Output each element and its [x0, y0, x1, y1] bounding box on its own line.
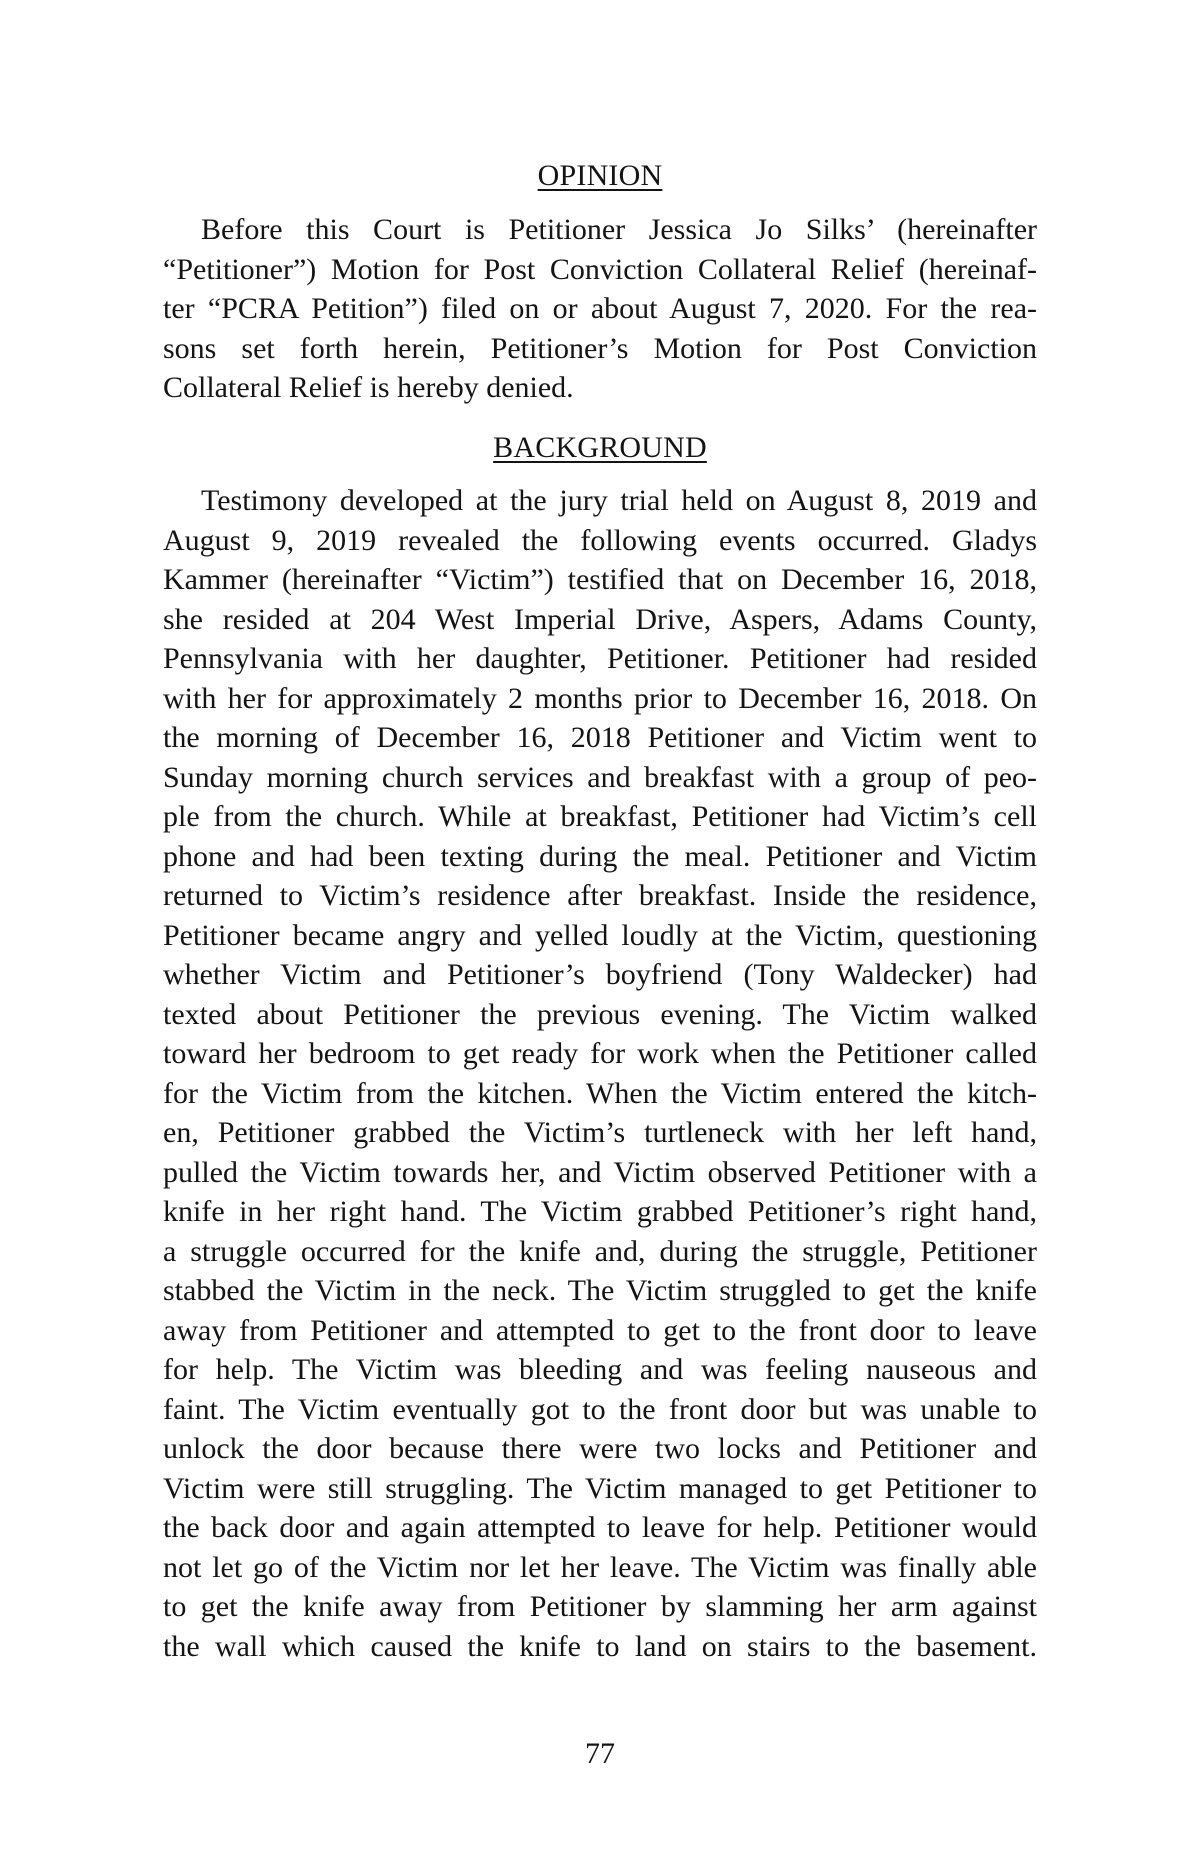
background-line: August 9, 2019 revealed the following events occurred. Gladys: [163, 523, 1037, 557]
background-line: for help. The Victim was bleeding and was feeling nauseous and: [163, 1353, 1037, 1386]
background-line: en, Petitioner grabbed the Victim’s turtleneck with her left hand,: [163, 1116, 1037, 1149]
background-line: texted about Petitioner the previous evening. The Victim walked: [163, 997, 1037, 1031]
background-line: pulled the Victim towards her, and Victim observed Petitioner with a: [163, 1155, 1037, 1189]
background-line: faint. The Victim eventually got to the front door but was unable to: [163, 1392, 1037, 1426]
background-line: toward her bedroom to get ready for work when the Petitioner called: [163, 1037, 1037, 1070]
background-line: Pennsylvania with her daughter, Petitioner. Petitioner had resided: [163, 642, 1037, 675]
background-line: knife in her right hand. The Victim grabbed Petitioner’s right hand,: [163, 1195, 1037, 1228]
opinion-line: sons set forth herein, Petitioner’s Motion for Post Conviction: [163, 331, 1037, 365]
background-line: unlock the door because there were two locks and Petitioner and: [163, 1432, 1037, 1465]
background-line: a struggle occurred for the knife and, during the struggle, Petitioner: [163, 1234, 1037, 1268]
background-line: the wall which caused the knife to land on stairs to the basement.: [163, 1629, 1037, 1663]
background-line: not let go of the Victim nor let her leave. The Victim was finally able: [163, 1550, 1037, 1584]
background-line: stabbed the Victim in the neck. The Victim struggled to get the knife: [163, 1274, 1037, 1307]
opinion-line: Collateral Relief is hereby denied.: [163, 371, 574, 404]
page-number: 77: [585, 1737, 615, 1770]
background-paragraph: [163, 481, 1037, 1666]
opinion-line: Before this Court is Petitioner Jessica Jo Silks’ (hereinafter: [201, 213, 1037, 246]
background-line: to get the knife away from Petitioner by slamming her arm against: [163, 1590, 1037, 1623]
background-line: she resided at 204 West Imperial Drive, Aspers, Adams County,: [163, 602, 1037, 636]
background-line: with her for approximately 2 months prior to December 16, 2018. On: [163, 681, 1037, 715]
background-line: the back door and again attempted to leave for help. Petitioner would: [163, 1511, 1037, 1544]
background-heading: BACKGROUND: [493, 431, 707, 464]
background-line: ple from the church. While at breakfast, Petitioner had Victim’s cell: [163, 800, 1037, 833]
background-line: returned to Victim’s residence after breakfast. Inside the residence,: [163, 879, 1037, 912]
opinion-heading: OPINION: [537, 159, 663, 192]
background-line: away from Petitioner and attempted to get to the front door to leave: [163, 1313, 1037, 1347]
background-line: Sunday morning church services and breakfast with a group of peo-: [163, 760, 1037, 794]
background-line: Petitioner became angry and yelled loudly at the Victim, questioning: [163, 918, 1037, 952]
opinion-line: “Petitioner”) Motion for Post Conviction Collateral Relief (hereinaf-: [163, 252, 1037, 286]
opinion-line: ter “PCRA Petition”) filed on or about August 7, 2020. For the rea-: [163, 292, 1037, 325]
background-line: whether Victim and Petitioner’s boyfriend (Tony Waldecker) had: [163, 958, 1037, 991]
background-line: Testimony developed at the jury trial held on August 8, 2019 and: [201, 484, 1037, 517]
background-line: for the Victim from the kitchen. When the Victim entered the kitch-: [163, 1076, 1037, 1110]
background-line: phone and had been texting during the meal. Petitioner and Victim: [163, 839, 1037, 873]
background-line: the morning of December 16, 2018 Petitioner and Victim went to: [163, 721, 1037, 754]
background-line: Victim were still struggling. The Victim managed to get Petitioner to: [163, 1471, 1037, 1505]
background-line: Kammer (hereinafter “Victim”) testified that on December 16, 2018,: [163, 563, 1037, 596]
opinion-paragraph: [163, 210, 1037, 408]
